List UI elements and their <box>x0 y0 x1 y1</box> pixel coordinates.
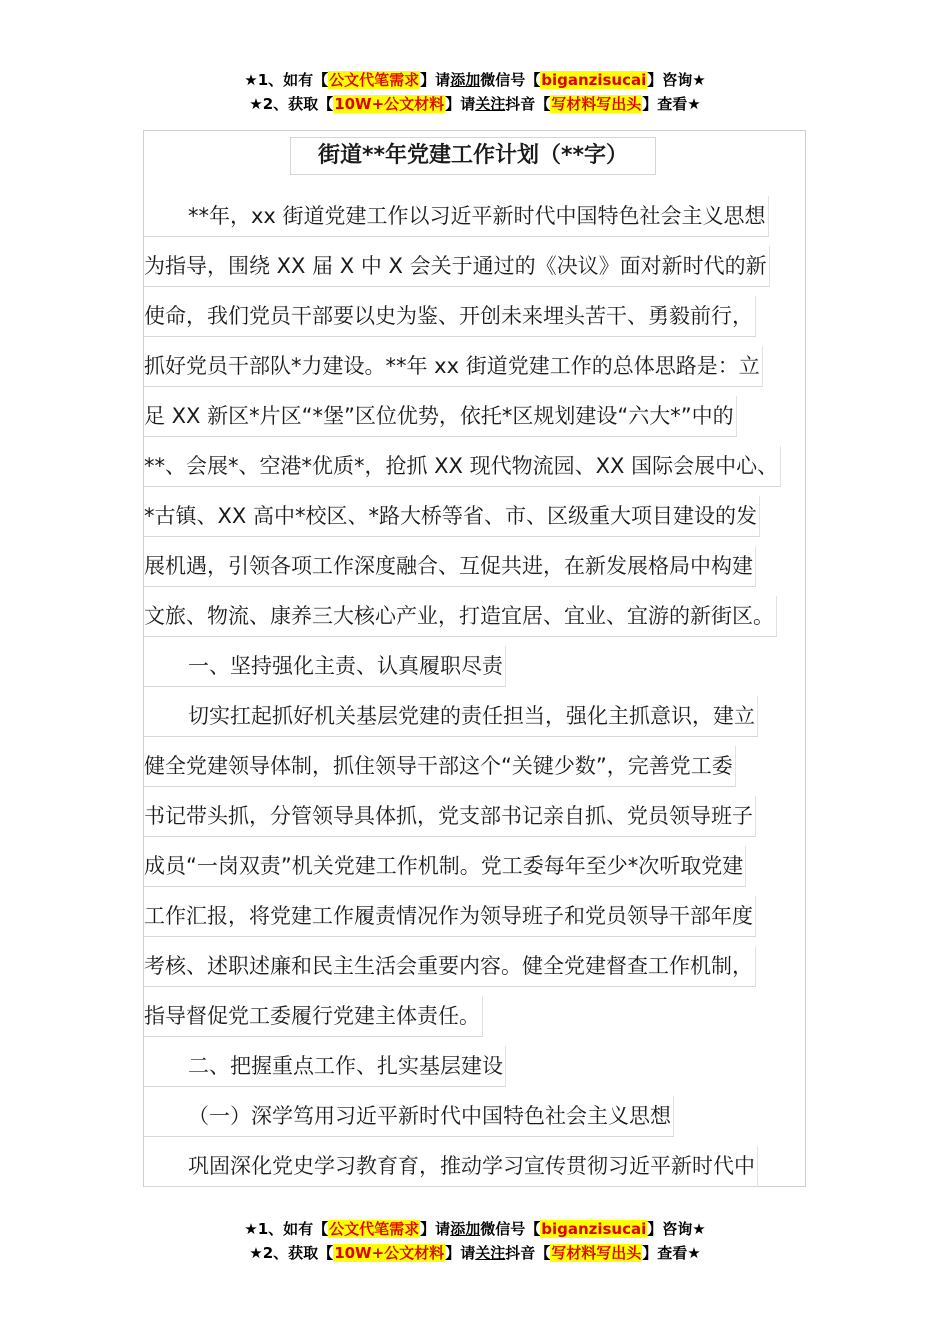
body-line-text: 指导督促党工委履行党建主体责任。 <box>144 996 483 1037</box>
banner-underline: 关注 <box>475 1244 506 1262</box>
banner-line-2 <box>0 1241 950 1265</box>
banner-text: 】查看★ <box>642 95 701 113</box>
body-line <box>144 796 824 846</box>
body-line-text: 使命，我们党员干部要以史为鉴、开创未来埋头苦干、勇毅前行， <box>144 296 756 337</box>
banner-text: 】请 <box>420 71 451 89</box>
body-line-text: 成员“一岗双责”机关党建工作机制。党工委每年至少*次听取党建 <box>144 846 746 887</box>
body-line <box>144 446 824 496</box>
banner-highlight: 10W+公文材料 <box>334 1244 445 1262</box>
banner-text: 微信号【 <box>480 1220 541 1238</box>
banner-text: 】咨询★ <box>647 71 706 89</box>
banner-text: ★1、如有【 <box>244 71 329 89</box>
body-line-text: 足 XX 新区*片区“*堡”区位优势，依托*区规划建设“六大*”中的 <box>144 396 737 437</box>
body-line-text: *古镇、XX 高中*校区、*路大桥等省、市、区级重大项目建设的发 <box>144 496 760 537</box>
subsection-heading <box>144 1096 824 1146</box>
body-line-text: 健全党建领导体制，抓住领导干部这个“关键少数”，完善党工委 <box>144 746 736 787</box>
banner-text: 抖音【 <box>505 95 551 113</box>
body-line-text: 为指导，围绕 XX 届 X 中 X 会关于通过的《决议》面对新时代的新 <box>144 246 770 287</box>
banner-highlight: 公文代笔需求 <box>329 1220 420 1238</box>
section-heading-text: 一、坚持强化主责、认真履职尽责 <box>144 646 506 687</box>
body-line <box>144 196 824 246</box>
body-line <box>144 946 824 996</box>
body-line-text: 抓好党员干部队*力建设。**年 xx 街道党建工作的总体思路是：立 <box>144 346 763 387</box>
body-line <box>144 696 824 746</box>
body-line <box>144 996 824 1046</box>
banner-highlight: 公文代笔需求 <box>329 71 420 89</box>
banner-text: ★1、如有【 <box>244 1220 329 1238</box>
body-line <box>144 546 824 596</box>
banner-line-1 <box>0 1217 950 1241</box>
section-heading-text: 二、把握重点工作、扎实基层建设 <box>144 1046 506 1087</box>
banner-text: 】查看★ <box>642 1244 701 1262</box>
banner-text: 】请 <box>445 95 476 113</box>
banner-underline: 关注 <box>475 95 506 113</box>
banner-text: ★2、获取【 <box>249 95 334 113</box>
body-line <box>144 846 824 896</box>
top-banner <box>0 68 950 116</box>
banner-douyin-id: 写材料写出头 <box>551 95 642 113</box>
banner-line-1 <box>0 68 950 92</box>
banner-text: 】咨询★ <box>647 1220 706 1238</box>
body-line-text: **年，xx 街道党建工作以习近平新时代中国特色社会主义思想 <box>144 196 769 237</box>
body-line <box>144 246 824 296</box>
banner-text: 抖音【 <box>505 1244 551 1262</box>
body-line <box>144 296 824 346</box>
body-line-text: 考核、述职述廉和民主生活会重要内容。健全党建督查工作机制， <box>144 946 756 987</box>
body-line-text: 书记带头抓，分管领导具体抓，党支部书记亲自抓、党员领导班子 <box>144 796 756 837</box>
banner-text: 】请 <box>445 1244 476 1262</box>
section-heading <box>144 1046 824 1096</box>
document-body <box>144 196 824 1196</box>
body-line-text: 巩固深化党史学习教育育，推动学习宣传贯彻习近平新时代中 <box>144 1146 758 1187</box>
document-title: 街道**年党建工作计划（**字） <box>290 137 656 175</box>
body-line <box>144 496 824 546</box>
banner-highlight: 10W+公文材料 <box>334 95 445 113</box>
banner-wechat-id: biganzisucai <box>541 1220 647 1238</box>
banner-text: 】请 <box>420 1220 451 1238</box>
body-line <box>144 896 824 946</box>
bottom-banner <box>0 1217 950 1265</box>
banner-line-2 <box>0 92 950 116</box>
banner-text: 微信号【 <box>480 71 541 89</box>
section-heading <box>144 646 824 696</box>
body-line <box>144 346 824 396</box>
body-line <box>144 396 824 446</box>
body-line-text: **、会展*、空港*优质*，抢抓 XX 现代物流园、XX 国际会展中心、 <box>144 446 781 487</box>
banner-underline: 添加 <box>450 71 481 89</box>
body-line-text: 文旅、物流、康养三大核心产业，打造宜居、宜业、宜游的新街区。 <box>144 596 777 637</box>
banner-wechat-id: biganzisucai <box>541 71 647 89</box>
body-line <box>144 596 824 646</box>
body-line <box>144 1146 824 1196</box>
subsection-heading-text: （一）深学笃用习近平新时代中国特色社会主义思想 <box>144 1096 674 1137</box>
body-line-text: 工作汇报，将党建工作履责情况作为领导班子和党员领导干部年度 <box>144 896 756 937</box>
banner-text: ★2、获取【 <box>249 1244 334 1262</box>
body-line-text: 切实扛起抓好机关基层党建的责任担当，强化主抓意识，建立 <box>144 696 758 737</box>
banner-underline: 添加 <box>450 1220 481 1238</box>
banner-douyin-id: 写材料写出头 <box>551 1244 642 1262</box>
body-line-text: 展机遇，引领各项工作深度融合、互促共进，在新发展格局中构建 <box>144 546 756 587</box>
body-line <box>144 746 824 796</box>
